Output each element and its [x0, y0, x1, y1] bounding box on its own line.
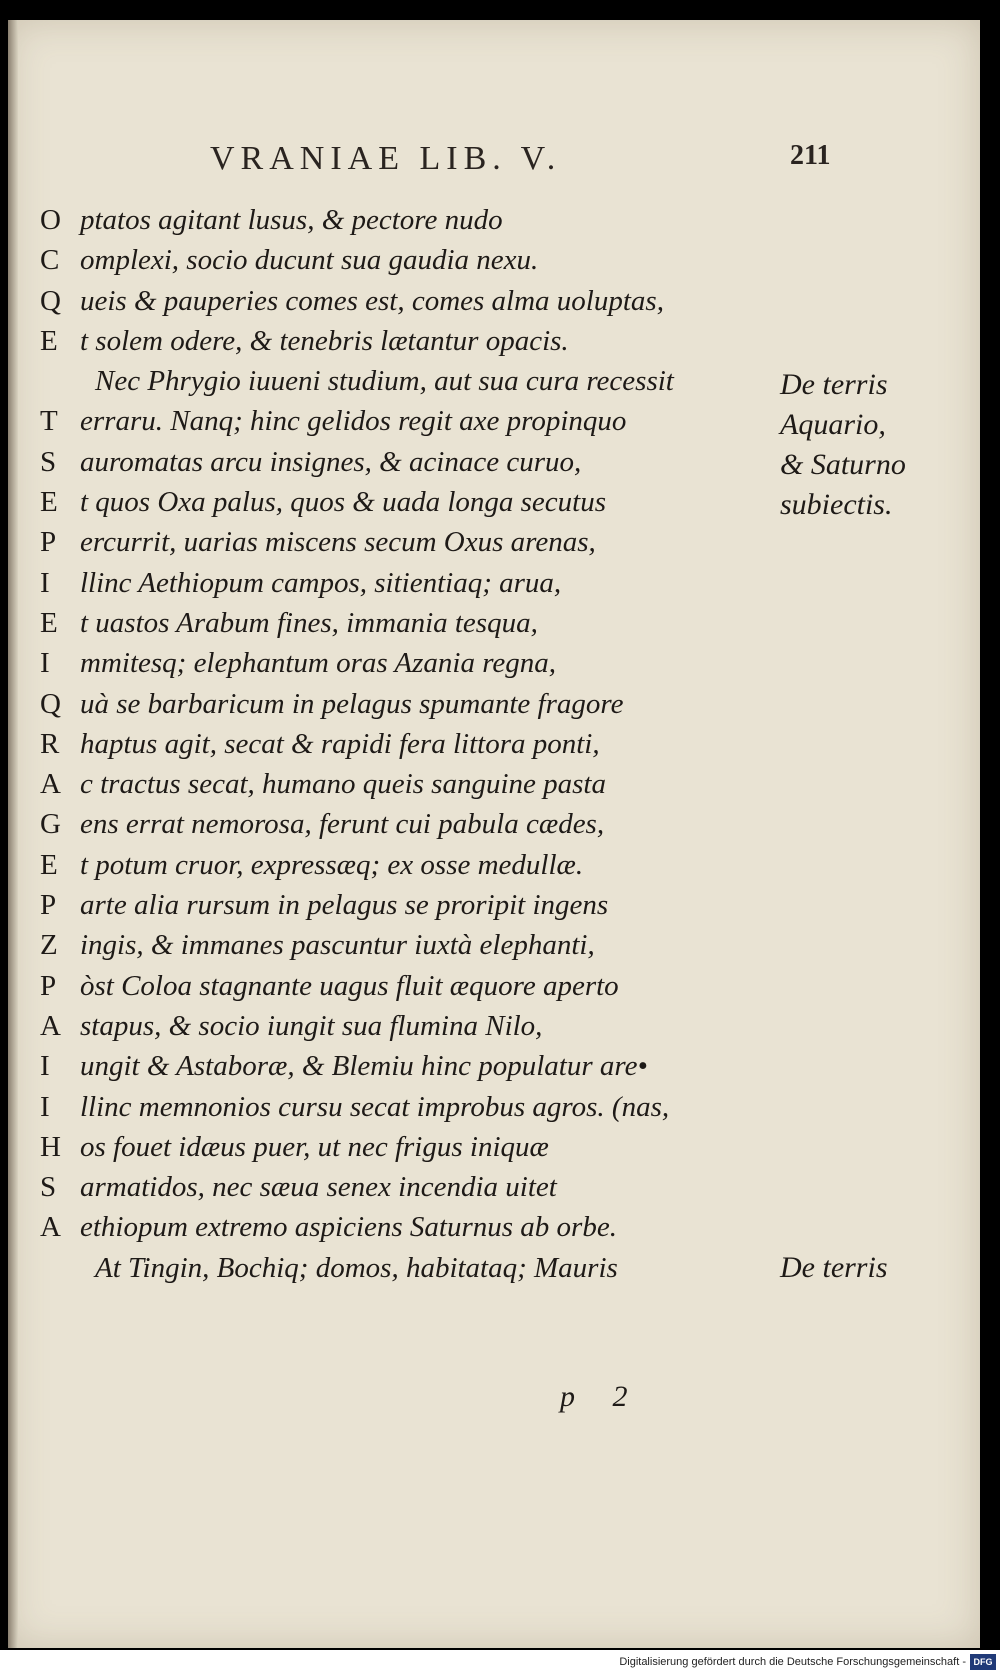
verse-line: [40, 563, 780, 603]
verse-text: c tractus secat, humano queis sanguine pasta: [80, 768, 606, 801]
verse-initial: O: [40, 204, 61, 236]
verse-initial: T: [40, 405, 58, 438]
verse-text: ingis, & immanes pascuntur iuxtà elephanti,: [80, 929, 595, 962]
verse-line: [40, 1167, 780, 1207]
verse-line: [40, 401, 780, 441]
verse-line: [40, 925, 780, 965]
running-title: VRANIAE LIB. V.: [210, 140, 562, 177]
verse-initial: E: [40, 606, 58, 639]
verse-line: [40, 1207, 780, 1247]
verse-text: haptus agit, secat & rapidi fera littora ponti,: [80, 727, 600, 760]
verse-initial: I: [40, 647, 50, 680]
margin-note: [780, 365, 970, 525]
verse-initial: I: [40, 566, 50, 599]
verse-text: ungit & Astaboræ, & Blemiu hinc populatur are•: [80, 1050, 648, 1083]
verse-line: [40, 845, 780, 885]
verse-initial: Z: [40, 929, 58, 962]
verse-line: [40, 1127, 780, 1167]
verse-line: [40, 482, 780, 522]
verse-initial: P: [40, 969, 57, 1002]
verse-line: [40, 603, 780, 643]
verse-text: uà se barbaricum in pelagus spumante fragore: [80, 687, 624, 720]
verse-line: [40, 764, 780, 804]
verse-initial: E: [40, 848, 58, 881]
verse-initial: Q: [40, 687, 61, 720]
dfg-logo: DFG: [970, 1654, 996, 1670]
verse-line: [40, 522, 780, 562]
verse-text: llinc Aethiopum campos, sitientiaq; arua,: [80, 566, 562, 599]
verse-line: [40, 885, 780, 925]
verse-initial: A: [40, 768, 61, 801]
verse-initial: P: [40, 889, 57, 922]
verse-line: [40, 1248, 780, 1288]
verse-text: At Tingin, Bochiq; domos, habitataq; Mauris: [95, 1251, 618, 1284]
verse-line: [40, 643, 780, 683]
verse-text: t quos Oxa palus, quos & uada longa secutus: [80, 486, 607, 519]
verse-text: ptatos agitant lusus, & pectore nudo: [80, 204, 503, 236]
verse-text: arte alia rursum in pelagus se proripit ingens: [80, 889, 609, 922]
footer-bar: [0, 1650, 1000, 1676]
verse-initial: E: [40, 324, 58, 357]
verse-text: ens errat nemorosa, ferunt cui pabula cædes,: [80, 808, 605, 841]
verse-initial: I: [40, 1090, 50, 1123]
verse-text: òst Coloa stagnante uagus fluit æquore aperto: [80, 969, 619, 1002]
verse-initial: I: [40, 1050, 50, 1083]
verse-text: ethiopum extremo aspiciens Saturnus ab orbe.: [80, 1211, 617, 1244]
page-gutter-edge: [8, 20, 18, 1648]
verse-initial: G: [40, 808, 61, 841]
verse-text: ueis & pauperies comes est, comes alma uoluptas,: [80, 284, 664, 317]
verse-text: ercurrit, uarias miscens secum Oxus arenas,: [80, 526, 596, 559]
verse-initial: R: [40, 727, 60, 760]
margin-note: [780, 1248, 970, 1288]
verse-initial: E: [40, 486, 58, 519]
verse-text: stapus, & socio iungit sua flumina Nilo,: [80, 1009, 543, 1042]
verse-text: Nec Phrygio iuueni studium, aut sua cura recessit: [95, 365, 674, 398]
verse-initial: S: [40, 1171, 57, 1204]
verse-initial: A: [40, 1211, 61, 1244]
verse-line: [40, 1087, 780, 1127]
verse-text: auromatas arcu insignes, & acinace curuo,: [80, 445, 582, 478]
verse-line: [40, 281, 780, 321]
verse-text: t solem odere, & tenebris lætantur opacis.: [80, 324, 569, 357]
footer-credit: Digitalisierung gefördert durch die Deutsche Forschungsgemeinschaft -: [619, 1656, 966, 1668]
verse-line: [40, 1006, 780, 1046]
margin-note-line: De terris: [780, 368, 888, 401]
verse-text: mmitesq; elephantum oras Azania regna,: [80, 647, 557, 680]
page-number: 211: [790, 140, 831, 171]
verse-line: [40, 684, 780, 724]
verse-text: armatidos, nec sæua senex incendia uitet: [80, 1171, 557, 1204]
verse-line: [40, 240, 780, 280]
verse-text: t uastos Arabum fines, immania tesqua,: [80, 606, 538, 639]
catchword-signature: p 2: [560, 1380, 628, 1413]
verse-text: llinc memnonios cursu secat improbus agros. (nas,: [80, 1090, 670, 1123]
margin-note-line: Aquario,: [780, 408, 886, 441]
verse-initial: Q: [40, 284, 61, 317]
verse-line: [40, 804, 780, 844]
verse-line: [40, 1046, 780, 1086]
verse-text: omplexi, socio ducunt sua gaudia nexu.: [80, 244, 539, 277]
verse-line: [40, 966, 780, 1006]
margin-note-line: De terris: [780, 1251, 888, 1284]
verse-initial: A: [40, 1009, 61, 1042]
margin-note-line: subiectis.: [780, 488, 893, 521]
verse-line: [40, 442, 780, 482]
margin-note-line: & Saturno: [780, 448, 906, 481]
verse-text: t potum cruor, expressæq; ex osse medullæ.: [80, 848, 584, 881]
verse-initial: P: [40, 526, 57, 559]
verse-text: erraru. Nanq; hinc gelidos regit axe propinquo: [80, 405, 627, 438]
verse-initial: H: [40, 1130, 61, 1163]
verse-initial: S: [40, 445, 57, 478]
verse-text-block: [40, 200, 780, 1288]
verse-line: [40, 724, 780, 764]
verse-line: [40, 361, 780, 401]
verse-initial: C: [40, 244, 60, 277]
verse-text: os fouet idæus puer, ut nec frigus iniquæ: [80, 1130, 549, 1163]
verse-line: [40, 321, 780, 361]
verse-line: [40, 200, 780, 240]
